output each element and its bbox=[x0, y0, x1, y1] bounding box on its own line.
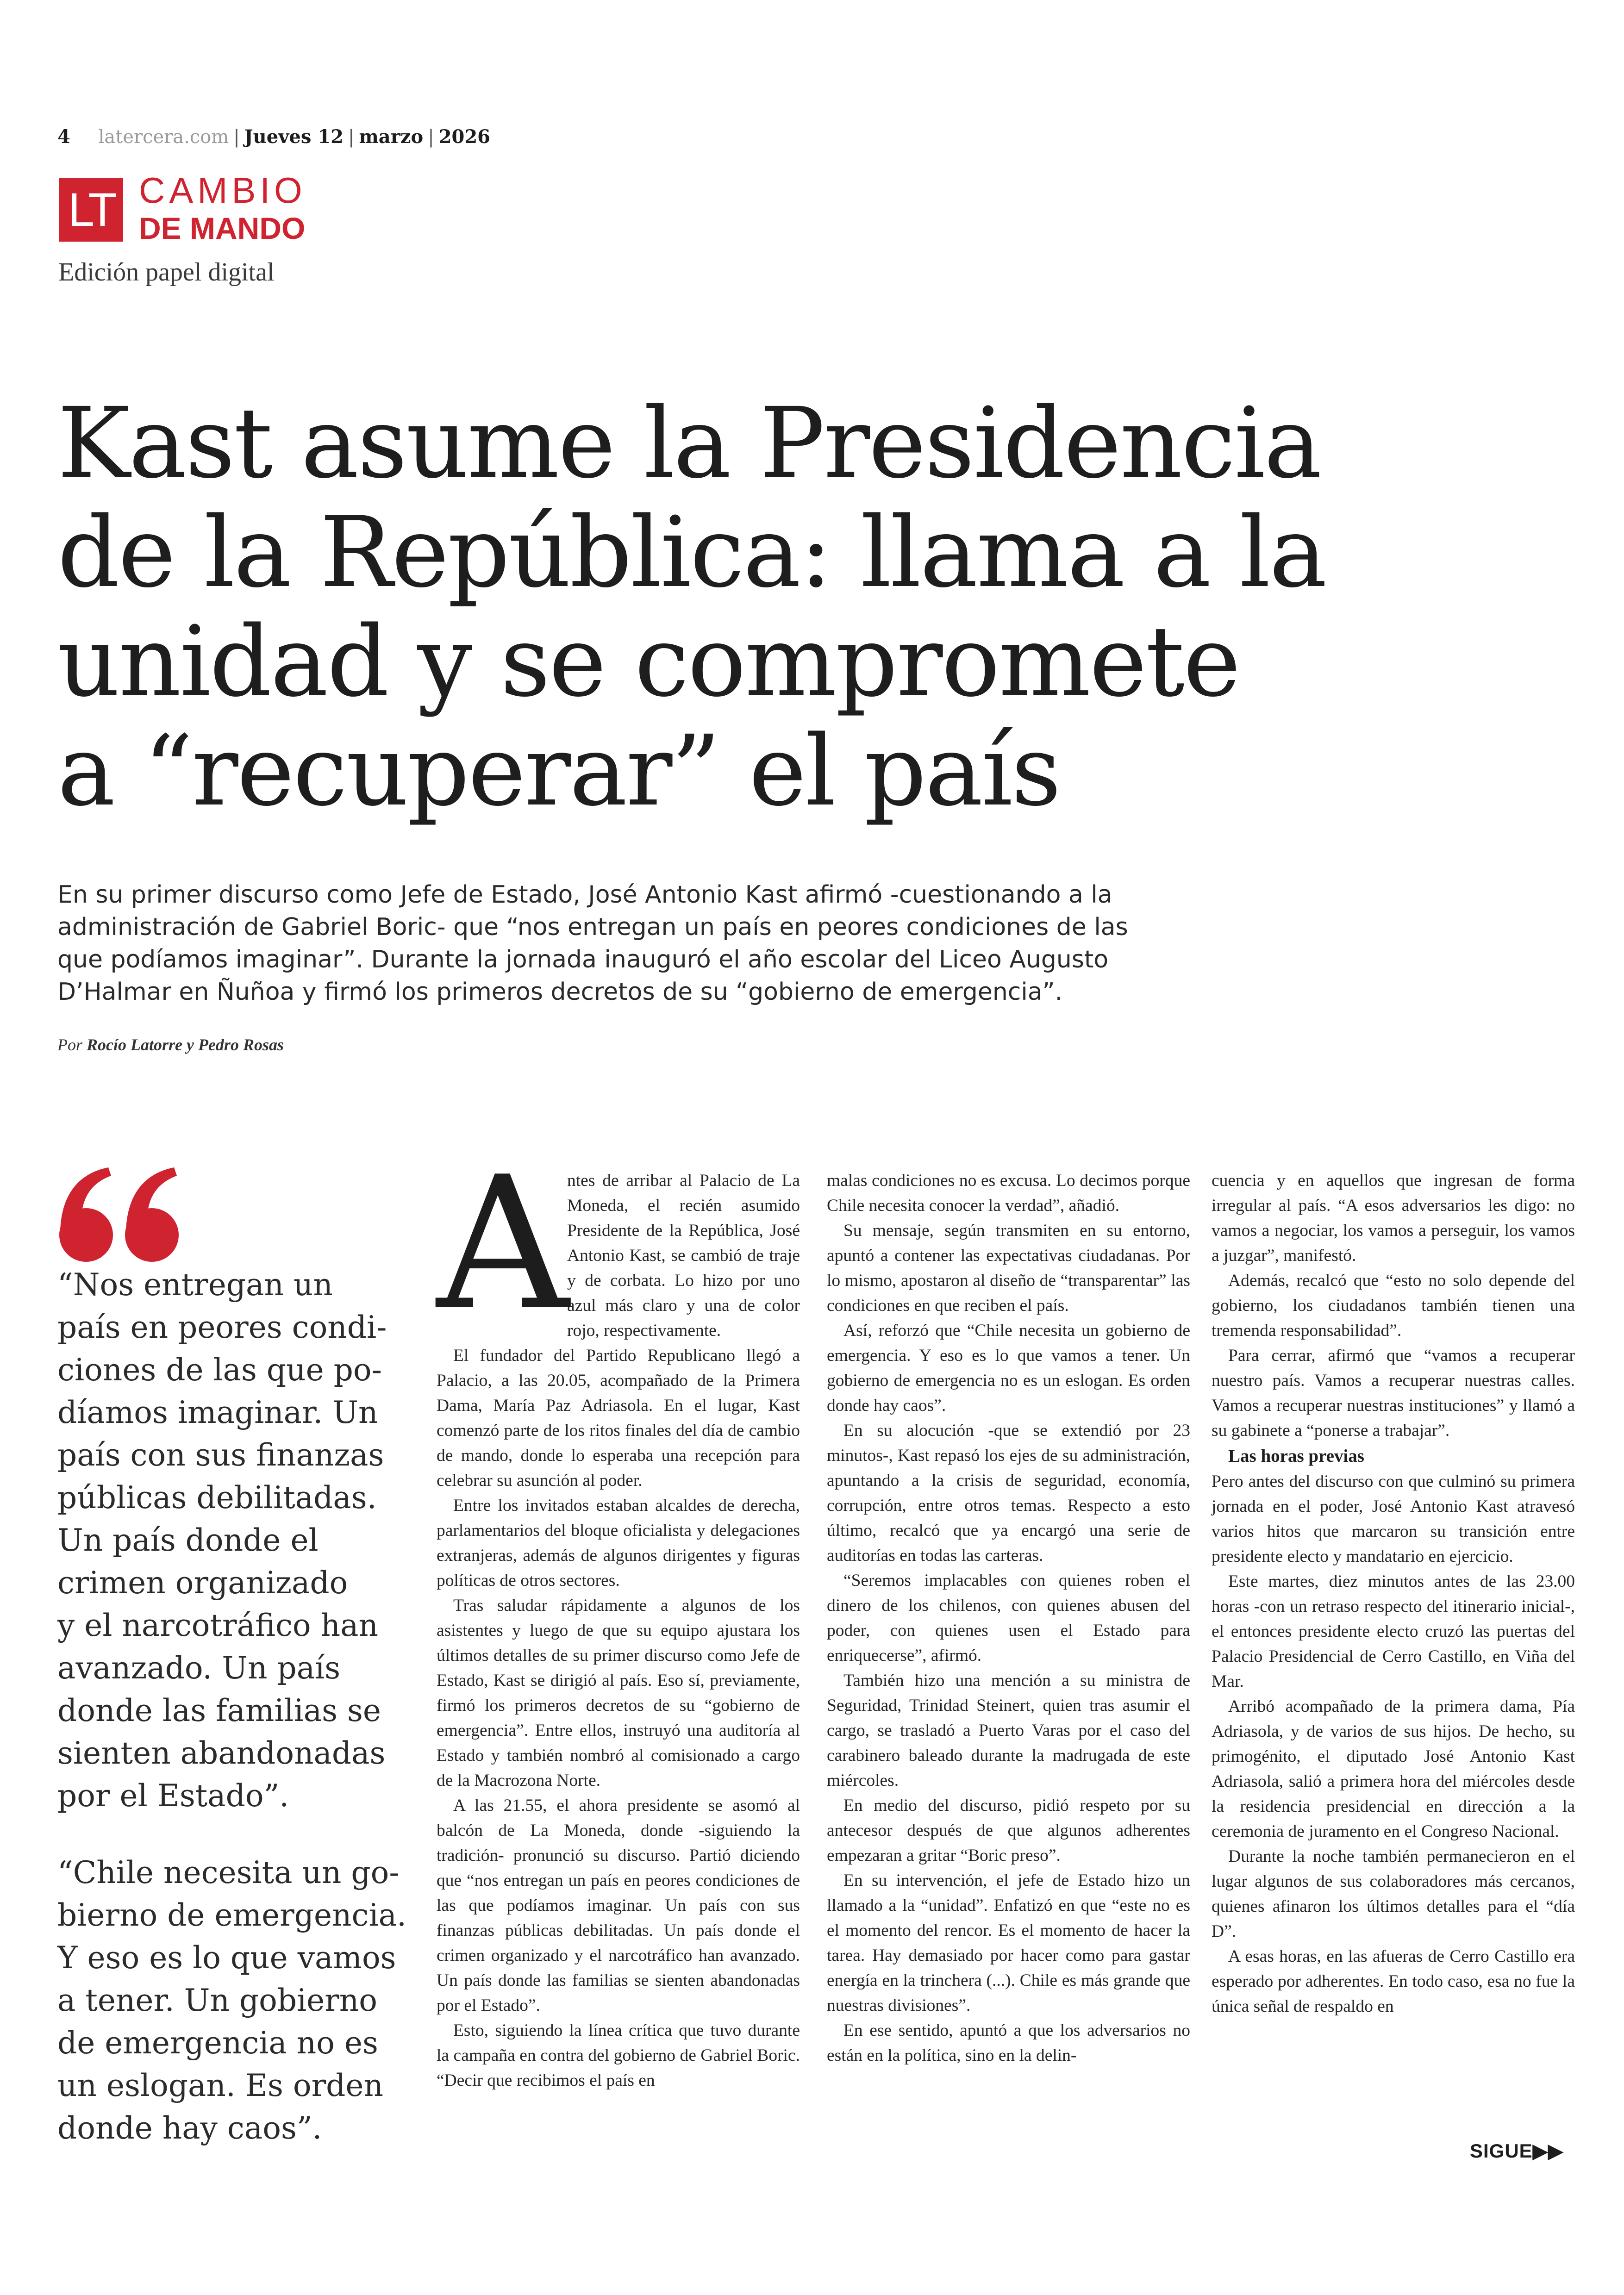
quote-line: “Nos entregan un bbox=[57, 1267, 333, 1303]
page-header: 4 latercera.com | Jueves 12 | marzo | 2026 bbox=[57, 126, 491, 148]
paragraph: También hizo una mención a su ministra de Seguridad, Trinidad Steinert, quien tras asumir el cargo, se trasladó a Puerto Varas por el caso del carabinero baleado durante la madrugada de este miércoles. bbox=[827, 1671, 1190, 1790]
quote-line: un eslogan. Es orden bbox=[57, 2068, 383, 2103]
paragraph: “Seremos implacables con quienes roben el dinero de los chilenos, con quienes abusen del poder, con quienes usen el Estado para enriquecerse”, afirmó. bbox=[827, 1571, 1190, 1665]
byline-authors: Rocío Latorre y Pedro Rosas bbox=[87, 1035, 284, 1054]
paragraph: Arribó acompañado de la primera dama, Pía Adriasola, y de varios de sus hijos. De hecho, su primogénito, el diputado José Antonio Kast Adriasola, salió a primera hora del miércoles desde la residencia presidencial en dirección a la ceremonia de juramento en el Congreso Nacional. bbox=[1212, 1697, 1575, 1841]
header-day: Jueves 12 bbox=[244, 126, 344, 148]
paragraph: cuencia y en aquellos que ingresan de forma irregular al país. “A esos adversarios les digo: no vamos a negociar, los vamos a perseguir, los vamos a juzgar”, manifestó. bbox=[1212, 1171, 1575, 1265]
quote-line: de emergencia no es bbox=[57, 2025, 378, 2061]
subhead: Las horas previas bbox=[1228, 1446, 1364, 1466]
paragraph: En medio del discurso, pidió respeto por su antecesor después de que algunos adherentes empezaran a gritar “Boric preso”. bbox=[827, 1796, 1190, 1865]
arrow-right-icon: ▶▶ bbox=[1532, 2140, 1564, 2162]
quote-line: Y eso es lo que vamos bbox=[57, 1940, 396, 1976]
lede-line: D’Halmar en Ñuñoa y firmó los primeros decretos de su “gobierno de emergencia”. bbox=[57, 978, 1063, 1006]
quote-line: avanzado. Un país bbox=[57, 1650, 341, 1686]
lede-line: que podíamos imaginar”. Durante la jornada inauguró el año escolar del Liceo Augusto bbox=[57, 946, 1109, 973]
byline bbox=[57, 1035, 284, 1054]
paragraph: Este martes, diez minutos antes de las 23.00 horas -con un retraso respecto del itinerario inicial-, el entonces presidente electo cruzó las puertas del Palacio Presidencial de Cerro Castillo, en Viña del Mar. bbox=[1212, 1572, 1575, 1691]
quote-mark-icon bbox=[57, 1166, 182, 1263]
quote-line: Un país donde el bbox=[57, 1522, 319, 1558]
header-month: marzo bbox=[359, 126, 424, 148]
quote-line: ciones de las que po- bbox=[57, 1352, 382, 1388]
paragraph: Su mensaje, según transmiten en su entorno, apuntó a contener las expectativas ciudadanas. Por lo mismo, apostaron al diseño de “transparentar” las condiciones en que reciben el país. bbox=[827, 1221, 1190, 1315]
paragraph: Esto, siguiendo la línea crítica que tuvo durante la campaña en contra del gobierno de Gabriel Boric. “Decir que recibimos el país en bbox=[437, 2021, 800, 2090]
lede-line: En su primer discurso como Jefe de Estado, José Antonio Kast afirmó -cuestionando a la bbox=[57, 881, 1112, 909]
quote-line: país con sus finanzas bbox=[57, 1437, 384, 1473]
body-column-3 bbox=[1212, 1168, 1575, 2019]
lede-line: administración de Gabriel Boric- que “nos entregan un país en peores condiciones de las bbox=[57, 913, 1128, 941]
headline-line: unidad y se compromete bbox=[57, 605, 1240, 718]
quote-line: donde las familias se bbox=[57, 1693, 381, 1728]
paragraph: Así, reforzó que “Chile necesita un gobierno de emergencia. Y eso es lo que vamos a tener. Un gobierno de emergencia no es un eslogan. Es orden donde hay caos”. bbox=[827, 1321, 1190, 1415]
paragraph: Tras saludar rápidamente a algunos de los asistentes y luego de que su equipo ajustara los últimos detalles de su primer discurso como Jefe de Estado, Kast se dirigió al país. Eso sí, previamente, firmó los primeros decretos de su “gobierno de emergencia”. Entre ellos, instruyó una auditoría al Estado y también nombró al comisionado a cargo de la Macrozona Norte. bbox=[437, 1596, 800, 1790]
quote-line: por el Estado”. bbox=[57, 1778, 289, 1814]
section-title-mando: DE MANDO bbox=[139, 211, 306, 245]
section-title-cambio: CAMBIO bbox=[139, 170, 306, 211]
pull-quote-1 bbox=[57, 1264, 391, 1817]
header-year: 2026 bbox=[438, 126, 491, 148]
paragraph: A las 21.55, el ahora presidente se asomó al balcón de La Moneda, donde -siguiendo la tradición- pronunció su discurso. Partió diciendo que “nos entregan un país en peores condiciones de las que podíamos imaginar. Un país con sus finanzas públicas debilitadas. Un país donde el crimen organizado y el narcotráfico han avanzado. Un país donde las familias se sienten abandonadas por el Estado”. bbox=[437, 1796, 800, 2015]
paragraph: A esas horas, en las afueras de Cerro Castillo era esperado por adherentes. En todo caso, esa no fue la única señal de respaldo en bbox=[1212, 1947, 1575, 2016]
paragraph: Entre los invitados estaban alcaldes de derecha, parlamentarios del bloque oficialista y delegaciones extranjeras, además de algunos dirigentes y figuras políticas de otros sectores. bbox=[437, 1496, 800, 1590]
page-number: 4 bbox=[57, 126, 70, 148]
lede bbox=[57, 879, 1150, 1008]
paragraph: Pero antes del discurso con que culminó su primera jornada en el poder, José Antonio Kast atravesó varios hitos que marcaron su transición entre presidente electo y mandatario en ejercicio. bbox=[1212, 1472, 1575, 1566]
dropcap-box bbox=[437, 1137, 569, 1351]
paragraph: El fundador del Partido Republicano llegó a Palacio, a las 20.05, acompañado de la Primera Dama, María Paz Adriasola. En el lugar, Kast comenzó parte de los ritos finales del día de cambio de mando, donde lo esperaba una recepción para celebrar su asunción al poder. bbox=[437, 1346, 800, 1490]
quote-line: crimen organizado bbox=[57, 1565, 348, 1601]
headline-line: Kast asume la Presidencia bbox=[57, 387, 1321, 500]
quote-line: díamos imaginar. Un bbox=[57, 1395, 378, 1430]
paragraph: ntes de arribar al Palacio de La Moneda, el recién asumido Presidente de la República, José Antonio Kast, se cambió de traje y de corbata. Lo hizo por uno azul más claro y una de color rojo, respectivamente. bbox=[567, 1171, 800, 1340]
headline-line: a “recuperar” el país bbox=[57, 714, 1060, 828]
headline bbox=[57, 387, 1326, 828]
continue-label: SIGUE bbox=[1470, 2140, 1533, 2162]
continue-marker[interactable] bbox=[1470, 2139, 1563, 2162]
paragraph: Durante la noche también permanecieron en el lugar algunos de sus colaboradores más cercanos, quienes afinaron los últimos detalles para el “día D”. bbox=[1212, 1847, 1575, 1941]
dropcap: A bbox=[437, 1137, 569, 1351]
edition-label: Edición papel digital bbox=[58, 258, 275, 287]
quote-line: donde hay caos”. bbox=[57, 2110, 322, 2146]
pull-quote-2 bbox=[57, 1852, 406, 2150]
paragraph: Además, recalcó que “esto no solo depende del gobierno, los ciudadanos también tienen una tremenda responsabilidad”. bbox=[1212, 1271, 1575, 1340]
quote-line: bierno de emergencia. bbox=[57, 1897, 406, 1933]
quote-line: “Chile necesita un go- bbox=[57, 1855, 400, 1890]
quote-line: sienten abandonadas bbox=[57, 1735, 386, 1771]
site-link[interactable]: latercera.com bbox=[98, 126, 229, 148]
body-column-1 bbox=[437, 1137, 800, 2093]
paragraph: En su alocución -que se extendió por 23 minutos-, Kast repasó los ejes de su administración, apuntando a la crisis de seguridad, economía, corrupción, entre otros temas. Respecto a esto último, recalcó que ya encargó una serie de auditorías en todas las carteras. bbox=[827, 1421, 1190, 1565]
headline-line: de la República: llama a la bbox=[57, 496, 1326, 609]
paragraph: Para cerrar, afirmó que “vamos a recuperar nuestro país. Vamos a recuperar nuestras calles. Vamos a recuperar nuestras instituciones” y llamó a su gabinete a “ponerse a trabajar”. bbox=[1212, 1346, 1575, 1440]
body-column-2 bbox=[827, 1168, 1190, 2068]
paragraph: malas condiciones no es excusa. Lo decimos porque Chile necesita conocer la verdad”, añadió. bbox=[827, 1171, 1190, 1215]
lt-logo: LT bbox=[59, 178, 123, 242]
byline-prefix: Por bbox=[57, 1035, 82, 1054]
quote-line: a tener. Un gobierno bbox=[57, 1983, 378, 2018]
paragraph: En su intervención, el jefe de Estado hizo un llamado a la “unidad”. Enfatizó en que “este no es el momento del rencor. Es el momento de hacer la tarea. Hay demasiado por hacer como para gastar energía en la trinchera (...). Chile es más grande que nuestras divisiones”. bbox=[827, 1871, 1190, 2015]
paragraph: En ese sentido, apuntó a que los adversarios no están en la política, sino en la delin- bbox=[827, 2021, 1190, 2065]
quote-line: públicas debilitadas. bbox=[57, 1480, 377, 1515]
quote-line: país en peores condi- bbox=[57, 1310, 387, 1345]
quote-line: y el narcotráfico han bbox=[57, 1608, 378, 1643]
